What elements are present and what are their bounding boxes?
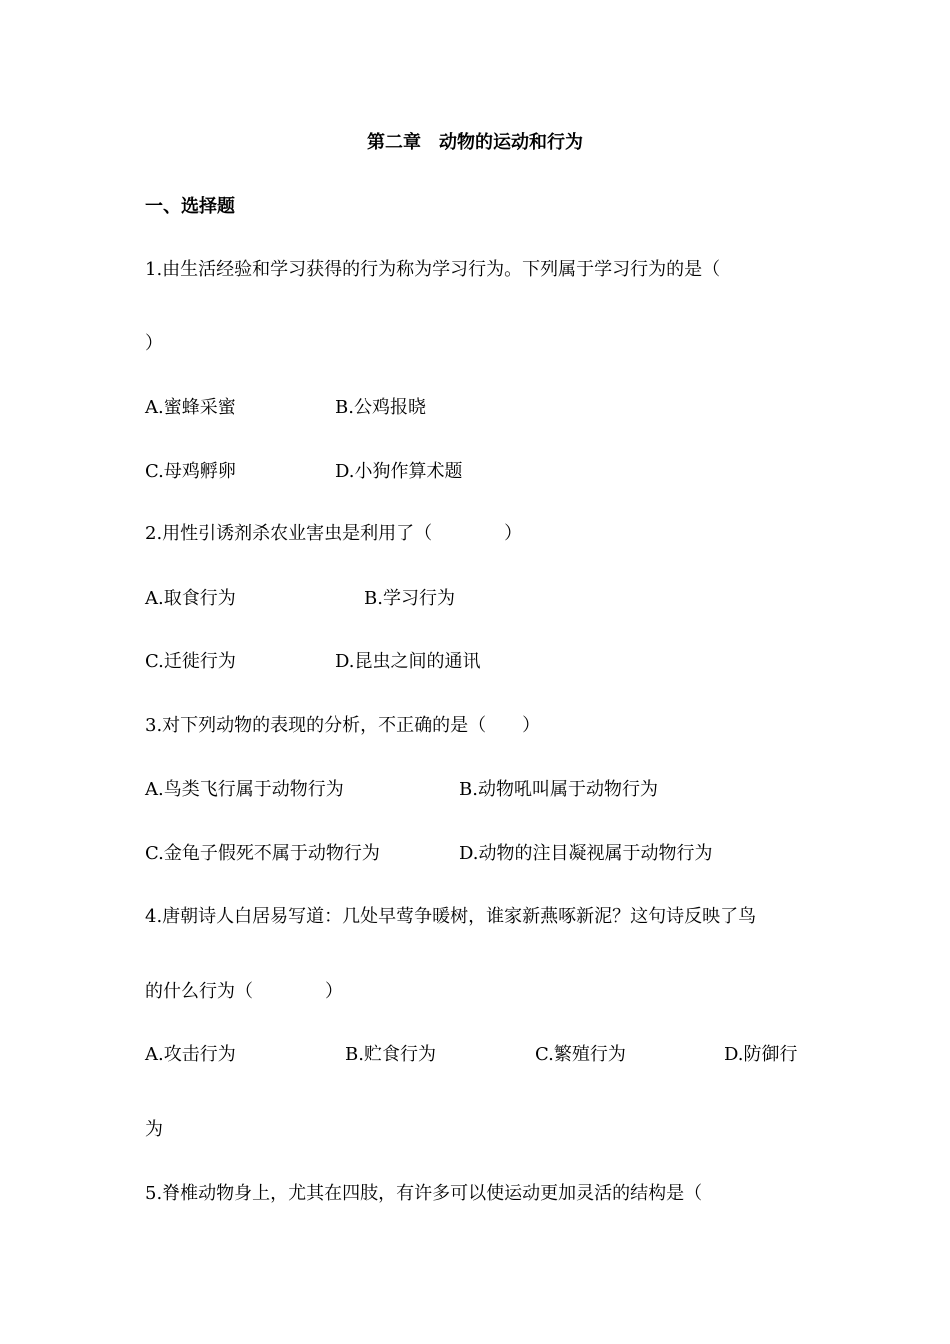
question-1-option-a: A.蜜蜂采蜜: [145, 397, 236, 418]
question-5-stem-line-1: 5.脊椎动物身上，尤其在四肢，有许多可以使运动更加灵活的结构是（: [145, 1183, 703, 1204]
question-3-option-b: B.动物吼叫属于动物行为: [459, 779, 658, 800]
question-2-option-d: D.昆虫之间的通讯: [335, 651, 481, 672]
question-3-option-a: A.鸟类飞行属于动物行为: [145, 779, 344, 800]
question-4-stem-line-2: 的什么行为（ ）: [145, 981, 343, 1002]
question-1-option-d: D.小狗作算术题: [335, 461, 463, 482]
question-4-option-b: B.贮食行为: [345, 1044, 436, 1065]
question-2-option-b: B.学习行为: [364, 588, 455, 609]
question-1-stem-line-1: 1.由生活经验和学习获得的行为称为学习行为。下列属于学习行为的是（: [145, 259, 721, 280]
question-2-option-a: A.取食行为: [145, 588, 236, 609]
question-4-option-d: D.防御行: [724, 1044, 798, 1065]
question-3-option-d: D.动物的注目凝视属于动物行为: [459, 843, 713, 864]
question-3-option-c: C.金龟子假死不属于动物行为: [145, 843, 380, 864]
page-title: 第二章 动物的运动和行为: [367, 132, 583, 153]
question-3-stem-line-1: 3.对下列动物的表现的分析，不正确的是（ ）: [145, 715, 541, 736]
question-4-stem-line-1: 4.唐朝诗人白居易写道：几处早莺争暖树，谁家新燕啄新泥？这句诗反映了鸟: [145, 906, 757, 927]
question-4-option-c: C.繁殖行为: [535, 1044, 626, 1065]
section-heading: 一、选择题: [145, 196, 235, 217]
question-2-option-c: C.迁徙行为: [145, 651, 236, 672]
question-1-option-b: B.公鸡报晓: [335, 397, 426, 418]
question-4-option-a: A.攻击行为: [145, 1044, 236, 1065]
question-2-stem-line-1: 2.用性引诱剂杀农业害虫是利用了（ ）: [145, 523, 523, 544]
question-1-stem-line-2: ）: [145, 333, 163, 354]
question-1-option-c: C.母鸡孵卵: [145, 461, 236, 482]
question-4-option-d-wrap: 为: [145, 1119, 163, 1140]
